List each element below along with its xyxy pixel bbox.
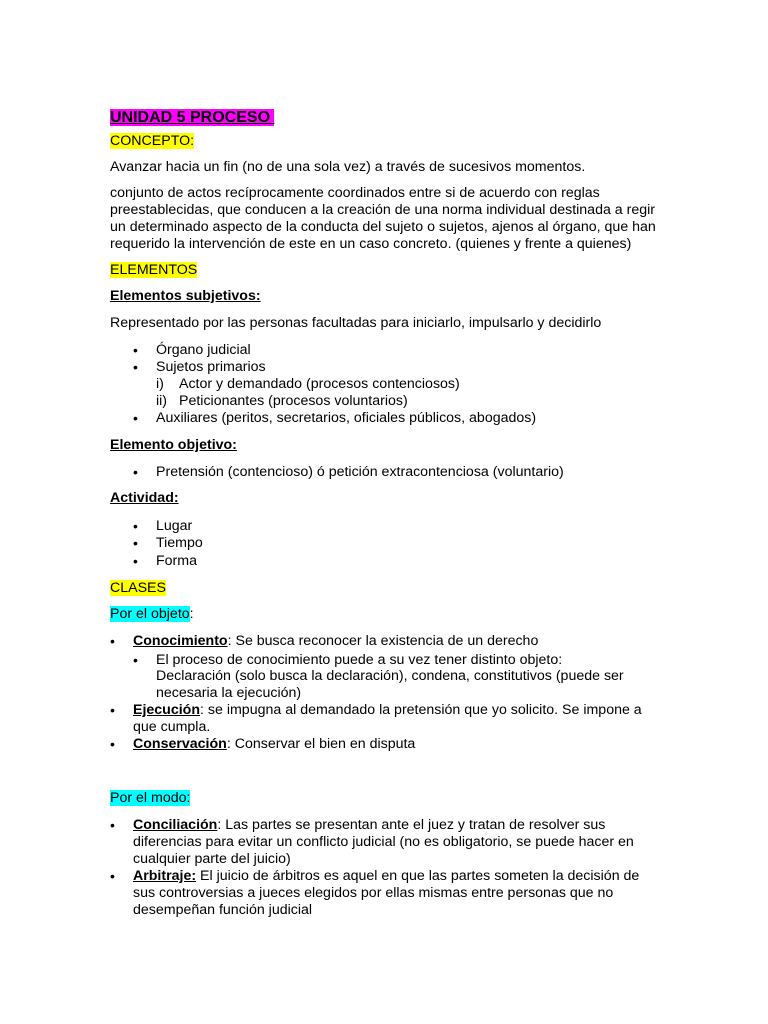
concepto-para-line: un determinado aspecto de la conducta del sujeto o sujetos, ajenos al órgano, que han <box>110 219 656 235</box>
bullet-icon: • <box>133 518 138 534</box>
term-conservacion: Conservación <box>133 736 227 752</box>
list-item-cont: desempeñan función judicial <box>133 902 313 918</box>
bullet-icon: • <box>133 342 138 358</box>
list-item-cont: diferencias para evitar un conflicto judicial (no es obligatorio, se puede hacer en <box>133 834 634 850</box>
clases-heading-text: CLASES <box>110 580 166 596</box>
term-description: : se impugna al demandado la pretensión que yo solicito. Se impone a <box>200 702 642 718</box>
bullet-icon: • <box>133 359 138 375</box>
bullet-icon: • <box>110 702 115 718</box>
term-description: : Conservar el bien en disputa <box>226 736 416 752</box>
list-item: Sujetos primarios <box>156 359 266 375</box>
list-item <box>133 817 605 834</box>
bullet-icon: • <box>133 553 138 569</box>
list-item: Lugar <box>156 518 193 534</box>
bullet-icon: • <box>110 817 115 833</box>
list-item: Forma <box>156 553 197 569</box>
list-item <box>133 633 538 650</box>
subjetivos-heading: Elementos subjetivos: <box>110 288 261 304</box>
sub-list-item-cont: Declaración (solo busca la declaración), condena, constitutivos (puede ser <box>156 668 624 684</box>
sub-list-item: Peticionantes (procesos voluntarios) <box>179 393 408 409</box>
list-item: Órgano judicial <box>156 342 251 358</box>
clases-heading <box>110 580 166 597</box>
objeto-heading-text: Por el objeto <box>110 606 190 622</box>
list-item <box>133 868 639 885</box>
bullet-icon: • <box>133 410 138 426</box>
modo-heading <box>110 790 190 807</box>
modo-heading-text: Por el modo: <box>110 790 191 806</box>
list-item <box>133 736 415 753</box>
list-item: Tiempo <box>156 535 203 551</box>
concepto-heading-text: CONCEPTO: <box>110 133 195 149</box>
bullet-icon: • <box>133 535 138 551</box>
bullet-icon: • <box>110 736 115 752</box>
list-item: Pretensión (contencioso) ó petición extracontenciosa (voluntario) <box>156 464 564 480</box>
title-trailing-space <box>270 109 274 126</box>
term-arbitraje: Arbitraje: <box>133 868 197 884</box>
sub-list-number: ii) <box>156 393 168 409</box>
sub-list-item: El proceso de conocimiento puede a su vez tener distinto objeto: <box>156 652 563 668</box>
list-item-cont: que cumpla. <box>133 719 211 735</box>
elementos-heading-text: ELEMENTOS <box>110 262 198 278</box>
bullet-icon: • <box>133 464 138 480</box>
bullet-icon: • <box>110 633 115 649</box>
term-description: : Se busca reconocer la existencia de un derecho <box>227 633 539 649</box>
concepto-para-line: preestablecidas, que conducen a la creación de una norma individual destinada a regir <box>110 202 655 218</box>
list-item-cont: sus controversias a jueces elegidos por ellas mismas entre personas que no <box>133 885 614 901</box>
bullet-icon: • <box>110 868 115 884</box>
term-conciliacion: Conciliación <box>133 817 218 833</box>
sub-list-item-cont: necesaria la ejecución) <box>156 685 302 701</box>
concepto-heading <box>110 133 194 150</box>
concepto-para-line: requerido la intervención de este en un caso concreto. (quienes y frente a quienes) <box>110 236 632 252</box>
sub-list-item: Actor y demandado (procesos contenciosos) <box>179 376 460 392</box>
objeto-heading <box>110 606 194 623</box>
concepto-line: Avanzar hacia un fin (no de una sola vez) a través de sucesivos momentos. <box>110 159 586 175</box>
objeto-heading-colon: : <box>189 606 194 622</box>
page-title <box>110 109 274 126</box>
title-text: UNIDAD 5 PROCESO <box>110 109 271 126</box>
concepto-para-line: conjunto de actos recíprocamente coordinados entre si de acuerdo con reglas <box>110 185 600 201</box>
term-description: : Las partes se presentan ante el juez y tratan de resolver sus <box>217 817 606 833</box>
actividad-heading: Actividad: <box>110 490 179 506</box>
elementos-heading <box>110 262 197 279</box>
bullet-icon: • <box>133 652 138 668</box>
term-ejecucion: Ejecución <box>133 702 201 718</box>
subjetivos-intro: Representado por las personas facultadas para iniciarlo, impulsarlo y decidirlo <box>110 315 602 331</box>
sub-list-number: i) <box>156 376 164 392</box>
list-item <box>133 702 642 719</box>
term-conocimiento: Conocimiento <box>133 633 228 649</box>
list-item: Auxiliares (peritos, secretarios, oficiales públicos, abogados) <box>156 410 537 426</box>
term-description: El juicio de árbitros es aquel en que las partes someten la decisión de <box>196 868 640 884</box>
objetivo-heading: Elemento objetivo: <box>110 437 237 453</box>
list-item-cont: cualquier parte del juicio) <box>133 851 291 867</box>
